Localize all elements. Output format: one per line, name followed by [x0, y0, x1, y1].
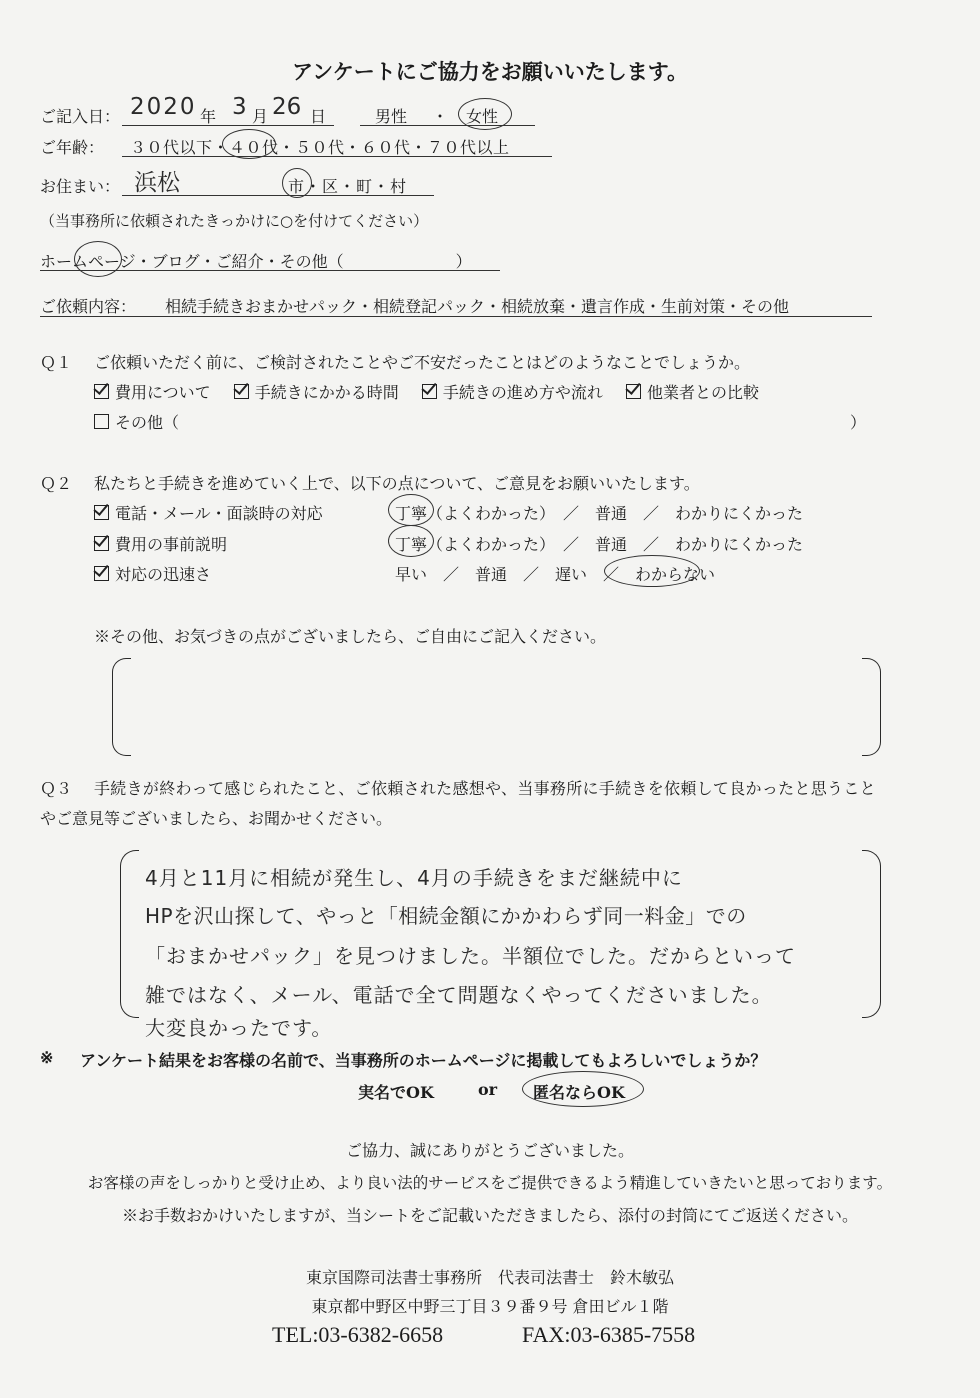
q1-options — [94, 380, 777, 403]
publish-real-name[interactable]: 実名でOK — [358, 1083, 434, 1102]
address-value: 浜松 — [134, 170, 180, 196]
q3-answer-line5: 大変良かったです。 — [145, 1016, 333, 1040]
checkbox-checked-icon — [626, 384, 641, 399]
publish-anonymous[interactable]: 匿名ならOK — [533, 1083, 625, 1102]
q1-option-time[interactable]: 手続きにかかる時間 — [234, 383, 399, 402]
q2-comment-box-right — [862, 658, 881, 756]
q2-row-contact[interactable]: 電話・メール・面談時の対応 — [94, 501, 323, 524]
q3-answer-box-left — [120, 850, 139, 1018]
day-unit: 日 — [310, 107, 327, 126]
q1-option-other[interactable]: その他（ — [94, 410, 179, 433]
gender-female[interactable]: 女性 — [466, 107, 499, 126]
q2-answer-speed[interactable]: 早い ／ 普通 ／ 遅い ／ わからない — [395, 565, 716, 584]
publish-or: or — [478, 1080, 498, 1099]
q2-comment-box-left — [112, 658, 131, 756]
trigger-options[interactable]: ホームページ・ブログ・ご紹介・その他（ ） — [40, 252, 472, 271]
speed-unknown-circle — [604, 555, 700, 587]
address-options[interactable]: 市・区・町・村 — [288, 177, 408, 196]
q1-question: ご依頼いただく前に、ご検討されたことやご不安だったことはどのようなことでしょうか。 — [94, 353, 751, 372]
q3-answer-line2: HPを沢山探して、やっと「相続金額にかかわらず同一料金」での — [145, 904, 747, 928]
address-label: お住まい： — [40, 177, 121, 196]
entry-month: 3 — [232, 94, 247, 120]
q3-answer-line4: 雑ではなく、メール、電話で全て問題なくやってくださいました。 — [145, 983, 773, 1007]
gender-sep: ・ — [432, 107, 449, 126]
publish-question: アンケート結果をお客様の名前で、当事務所のホームページに掲載してもよろしいでしょうか？ — [80, 1051, 767, 1070]
entry-date-label: ご記入日： — [40, 107, 121, 126]
q1-other-close: ） — [850, 413, 867, 432]
q3-number: Ｑ３ — [40, 779, 73, 798]
q2-answer-fee[interactable]: 丁寧（よくわかった） ／ 普通 ／ わかりにくかった — [395, 535, 804, 554]
closing-thanks: ご協力、誠にありがとうございました。 — [345, 1141, 634, 1160]
checkbox-empty-icon — [94, 414, 109, 429]
gender-male[interactable]: 男性 — [375, 107, 408, 126]
year-unit: 年 — [200, 107, 217, 126]
month-unit: 月 — [252, 107, 269, 126]
request-options[interactable]: 相続手続きおまかせパック・相続登記パック・相続放棄・遺言作成・生前対策・その他 — [165, 297, 790, 316]
q2-row-speed[interactable]: 対応の迅速さ — [94, 562, 211, 585]
q2-answer-contact[interactable]: 丁寧（よくわかった） ／ 普通 ／ わかりにくかった — [395, 504, 804, 523]
age-options[interactable]: ３０代以下・４０代・５０代・６０代・７０代以上 — [130, 138, 510, 157]
q2-note: ※その他、お気づきの点がございましたら、ご自由にご記入ください。 — [94, 627, 607, 646]
age-label: ご年齢： — [40, 138, 105, 157]
q3-answer-line1: 4月と11月に相続が発生し、4月の手続きをまだ継続中に — [145, 866, 683, 890]
checkbox-checked-icon — [422, 384, 437, 399]
q1-option-cost[interactable]: 費用について — [94, 383, 211, 402]
closing-line3: ※お手数おかけいたしますが、当シートをご記載いただきましたら、添付の封筒にてご返送ください。 — [121, 1206, 858, 1225]
checkbox-checked-icon — [234, 384, 249, 399]
q3-question-line2: やご意見等ございましたら、お聞かせください。 — [40, 809, 393, 828]
publish-mark: ※ — [40, 1048, 54, 1067]
q2-number: Ｑ２ — [40, 474, 73, 493]
q3-answer-box-right — [862, 850, 881, 1018]
q2-row-fee[interactable]: 費用の事前説明 — [94, 532, 227, 555]
q1-number: Ｑ１ — [40, 353, 73, 372]
city-circle — [282, 168, 312, 198]
office-name: 東京国際司法書士事務所 代表司法書士 鈴木敏弘 — [305, 1268, 674, 1287]
request-label: ご依頼内容： — [40, 297, 137, 316]
entry-year: 2020 — [130, 94, 197, 120]
homepage-circle — [74, 241, 122, 277]
fee-polite-circle — [388, 525, 434, 557]
anonymous-circle — [522, 1071, 644, 1107]
q3-answer-line3: 「おまかせパック」を見つけました。半額位でした。だからといって — [145, 944, 796, 968]
q2-question: 私たちと手続きを進めていく上で、以下の点について、ご意見をお願いいたします。 — [94, 474, 700, 493]
contact-polite-circle — [388, 494, 434, 526]
page-title: アンケートにご協力をお願いいたします。 — [291, 59, 689, 84]
age-40s-circle — [222, 129, 276, 159]
checkbox-checked-icon — [94, 384, 109, 399]
q3-question-line1: 手続きが終わって感じられたこと、ご依頼された感想や、当事務所に手続きを依頼して良かったと思うこと — [94, 779, 876, 798]
entry-day: 26 — [272, 94, 302, 120]
q1-option-compare[interactable]: 他業者との比較 — [626, 383, 759, 402]
closing-line2: お客様の声をしっかりと受け止め、より良い法的サービスをご提供できるよう精進していきたいと思っております。 — [87, 1174, 893, 1192]
q1-option-process[interactable]: 手続きの進め方や流れ — [422, 383, 603, 402]
trigger-note: （当事務所に依頼されたきっかけに○を付けてください） — [40, 212, 429, 230]
office-fax: FAX:03-6385-7558 — [522, 1322, 696, 1347]
office-address: 東京都中野区中野三丁目３９番９号 倉田ビル１階 — [311, 1297, 669, 1316]
checkbox-checked-icon — [94, 536, 109, 551]
checkbox-checked-icon — [94, 505, 109, 520]
checkbox-checked-icon — [94, 566, 109, 581]
office-tel: TEL:03-6382-6658 — [272, 1322, 444, 1347]
